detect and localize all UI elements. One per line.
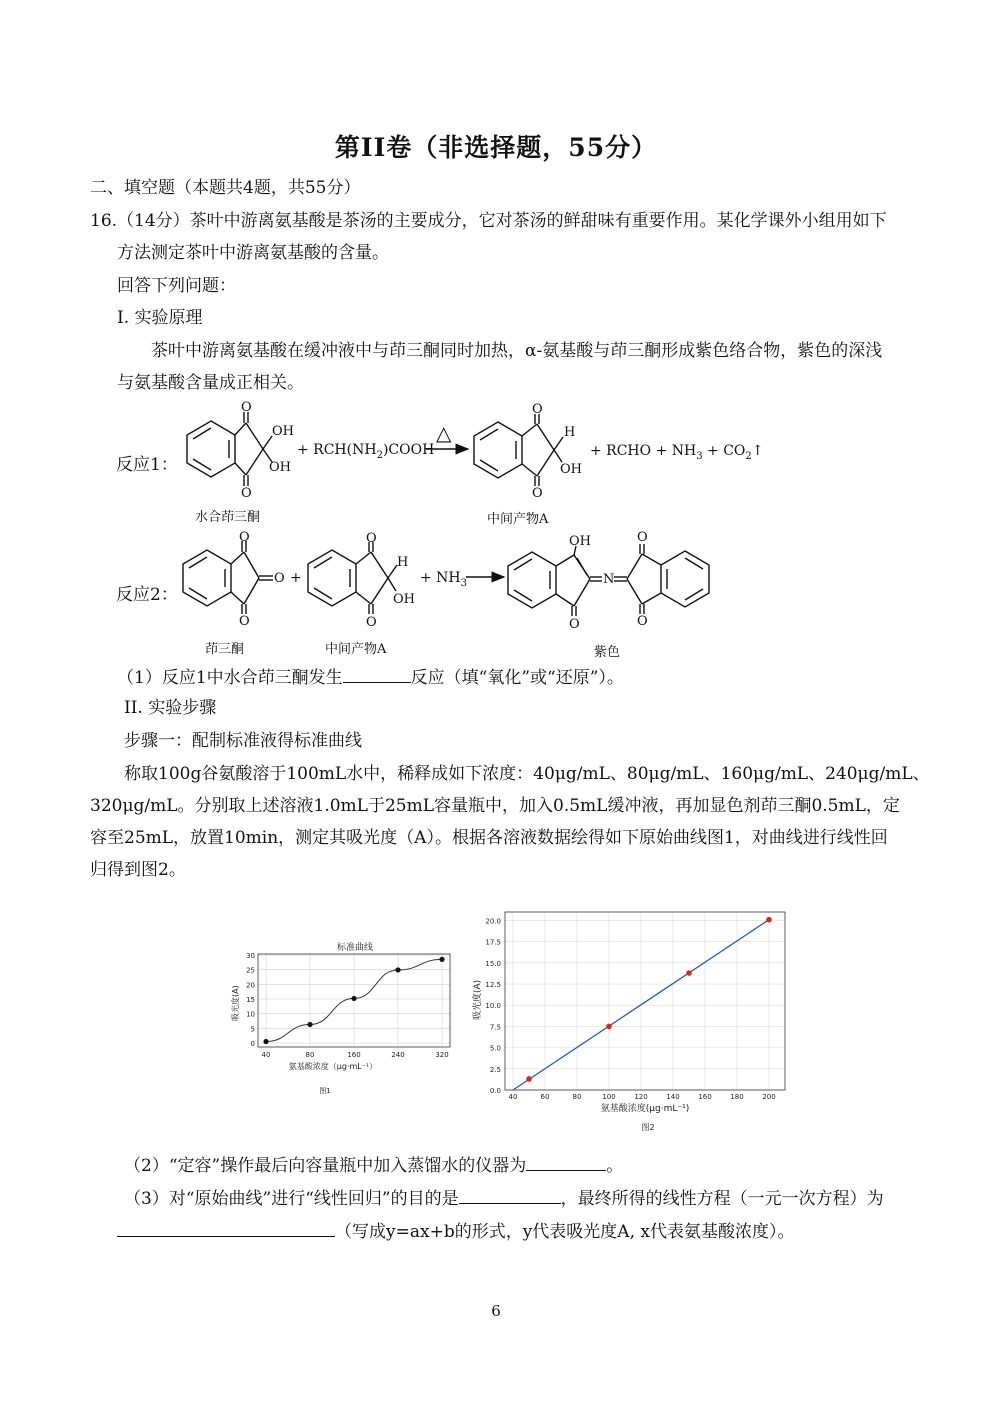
question-stem-line1: 16.（14分）茶叶中游离氨基酸是茶汤的主要成分，它对茶汤的鲜甜味有重要作用。某化学课外小组用如下 [90,211,887,231]
name-ninhydrin: 茚三酮 [205,642,245,657]
chart2-y-tick: 7.5 [489,1023,501,1032]
name-hydrated-ninhydrin: 水合茚三酮 [195,510,261,525]
chart1-ylabel: 吸光度(A) [231,985,240,1021]
reaction1-reagent: + $RCH(NH_2)COOH$ [297,442,435,461]
chart1-caption: 图1 [319,1087,331,1095]
intermediate-a-structure-2 [308,542,397,614]
chart1-data-point [439,957,444,962]
chart2-x-tick: 100 [602,1093,616,1101]
atom-label: O [366,615,377,630]
atom-label: O [637,530,648,545]
principle-line1: 茶叶中游离氨基酸在缓冲液中与茚三酮同时加热，α-氨基酸与茚三酮形成紫色络合物，紫色的深浅 [151,341,883,361]
atom-label: O [532,402,543,417]
atom-label: H [564,425,576,440]
chart1-y-tick: 25 [246,966,255,975]
figure-2-linear-regression [470,902,795,1134]
question-3-continued: （写成y=ax+b的形式，y代表吸光度A, x代表氨基酸浓度）。 [117,1218,794,1244]
question-2: （2）“定容”操作最后向容量瓶中加入蒸馏水的仪器为 。 [124,1152,623,1178]
chart2-y-tick: 2.5 [489,1065,501,1074]
hydrated-ninhydrin-structure [187,412,272,486]
step1-heading: 步骤一：配制标准液得标准曲线 [124,731,362,751]
name-purple: 紫色 [594,645,621,660]
chart2-x-tick: 180 [730,1093,744,1101]
answer-blank-1[interactable] [343,664,411,683]
chart2-xlabel: 氨基酸浓度(μg·mL⁻¹) [600,1104,690,1114]
heat-condition: △ [436,421,452,445]
ninhydrin-structure [183,541,273,614]
chart2-x-tick: 60 [540,1093,550,1101]
chart1-x-tick: 80 [305,1051,315,1059]
figure-1-standard-curve [225,938,460,1098]
reaction2-plus: + [290,570,302,586]
atom-label: OH [269,460,291,475]
atom-label: O [366,531,377,546]
procedure-line1: 称取100g谷氨酸溶于100mL水中，稀释成如下浓度：40μg/mL、80μg/mL、160μg/mL、240μg/mL、 [124,764,930,784]
part1-heading: I. 实验原理 [117,308,203,328]
reaction2-label: 反应2： [116,585,178,605]
name-intermediate-a: 中间产物A [487,512,549,527]
procedure-line2: 320μg/mL。分别取上述溶液1.0mL于25mL容量瓶中，加入0.5mL缓冲液，再加显色剂茚三酮0.5mL，定 [90,796,900,816]
atom-label: O [239,530,250,545]
chart1-data-point [263,1039,268,1044]
answer-blank-4[interactable] [117,1218,335,1237]
reaction1-label: 反应1： [116,455,178,475]
atom-label: N [603,572,615,587]
chart2-y-tick: 5.0 [489,1044,501,1053]
chart2-x-tick: 40 [508,1093,518,1101]
section-heading: 二、填空题（本题共4题，共55分） [90,178,361,198]
principle-line2: 与氨基酸含量成正相关。 [117,373,304,393]
chart1-y-tick: 0 [250,1040,255,1048]
reaction2-nh3: + $NH_3$ [420,570,468,589]
answer-prompt: 回答下列问题： [117,276,236,296]
chart1-y-tick: 10 [246,1010,255,1019]
question-1: （1）反应1中水合茚三酮发生 反应（填“氧化”或“还原”）。 [117,664,624,690]
part-title: 第II卷（非选择题，55分） [334,133,658,162]
reaction1-products: + RCHO + $NH_3$ + $CO_2↑$ [590,443,764,462]
chart1-y-tick: 5 [250,1025,255,1034]
chart2-y-tick: 17.5 [485,938,501,947]
chart1-title: 标准曲线 [336,943,374,953]
chart1-y-tick: 30 [246,952,255,960]
atom-label: O [569,617,580,632]
chart1-y-tick: 20 [246,981,255,990]
atom-label: O [637,614,648,629]
chart2-y-tick: 15.0 [485,959,501,968]
atom-label: O [532,486,543,501]
chart2-x-tick: 120 [634,1093,648,1101]
atom-label: O [241,486,252,501]
chart2-y-tick: 0.0 [489,1087,501,1095]
chart2-x-tick: 200 [762,1093,776,1101]
chart2-x-tick: 160 [698,1093,712,1101]
chart2-x-tick: 80 [572,1093,582,1101]
chart1-xlabel: 氨基酸浓度（μg·mL⁻¹） [288,1062,378,1071]
atom-label: OH [560,462,582,477]
chart1-data-point [307,1022,312,1027]
chart2-y-tick: 10.0 [485,1002,501,1011]
chart2-data-point [606,1024,612,1030]
atom-label: O [274,571,285,586]
reaction-scheme [0,395,992,665]
atom-label: OH [272,424,294,439]
question-stem-line2: 方法测定茶叶中游离氨基酸的含量。 [117,243,389,263]
atom-label: O [241,400,252,415]
chart2-data-point [526,1076,532,1082]
atom-label: H [397,555,409,570]
answer-blank-3[interactable] [459,1185,561,1204]
procedure-line3: 容至25mL，放置10min，测定其吸光度（A）。根据各溶液数据绘得如下原始曲线图1，对曲线进行线性回 [90,828,888,848]
atom-label: OH [393,592,415,607]
page-number: 6 [491,1302,501,1320]
chart1-data-point [395,967,400,972]
chart2-y-tick: 12.5 [485,981,501,990]
name-intermediate-a-2: 中间产物A [325,642,387,657]
chart1-x-tick: 320 [435,1051,449,1059]
atom-label: O [239,614,250,629]
chart1-x-tick: 240 [391,1051,405,1059]
part2-heading: II. 实验步骤 [124,698,217,718]
procedure-line4: 归得到图2。 [90,860,186,880]
chart1-y-tick: 15 [246,996,255,1004]
chart1-data-point [351,996,356,1001]
chart2-data-point [686,970,692,976]
chart2-caption: 图2 [641,1123,655,1132]
chart2-y-tick: 20.0 [485,917,501,926]
chart2-frame [505,912,785,1090]
chart1-x-tick: 160 [347,1051,361,1059]
answer-blank-2[interactable] [526,1152,606,1171]
chart2-ylabel: 吸光度(A) [473,979,483,1020]
intermediate-a-structure [474,414,563,486]
question-3: （3）对“原始曲线”进行“线性回归”的目的是 ，最终所得的线性方程（一元一次方程）为 [124,1185,884,1211]
atom-label: OH [569,534,591,549]
chart2-data-point [766,917,772,923]
chart2-x-tick: 140 [666,1093,680,1101]
chart1-x-tick: 40 [261,1051,271,1059]
